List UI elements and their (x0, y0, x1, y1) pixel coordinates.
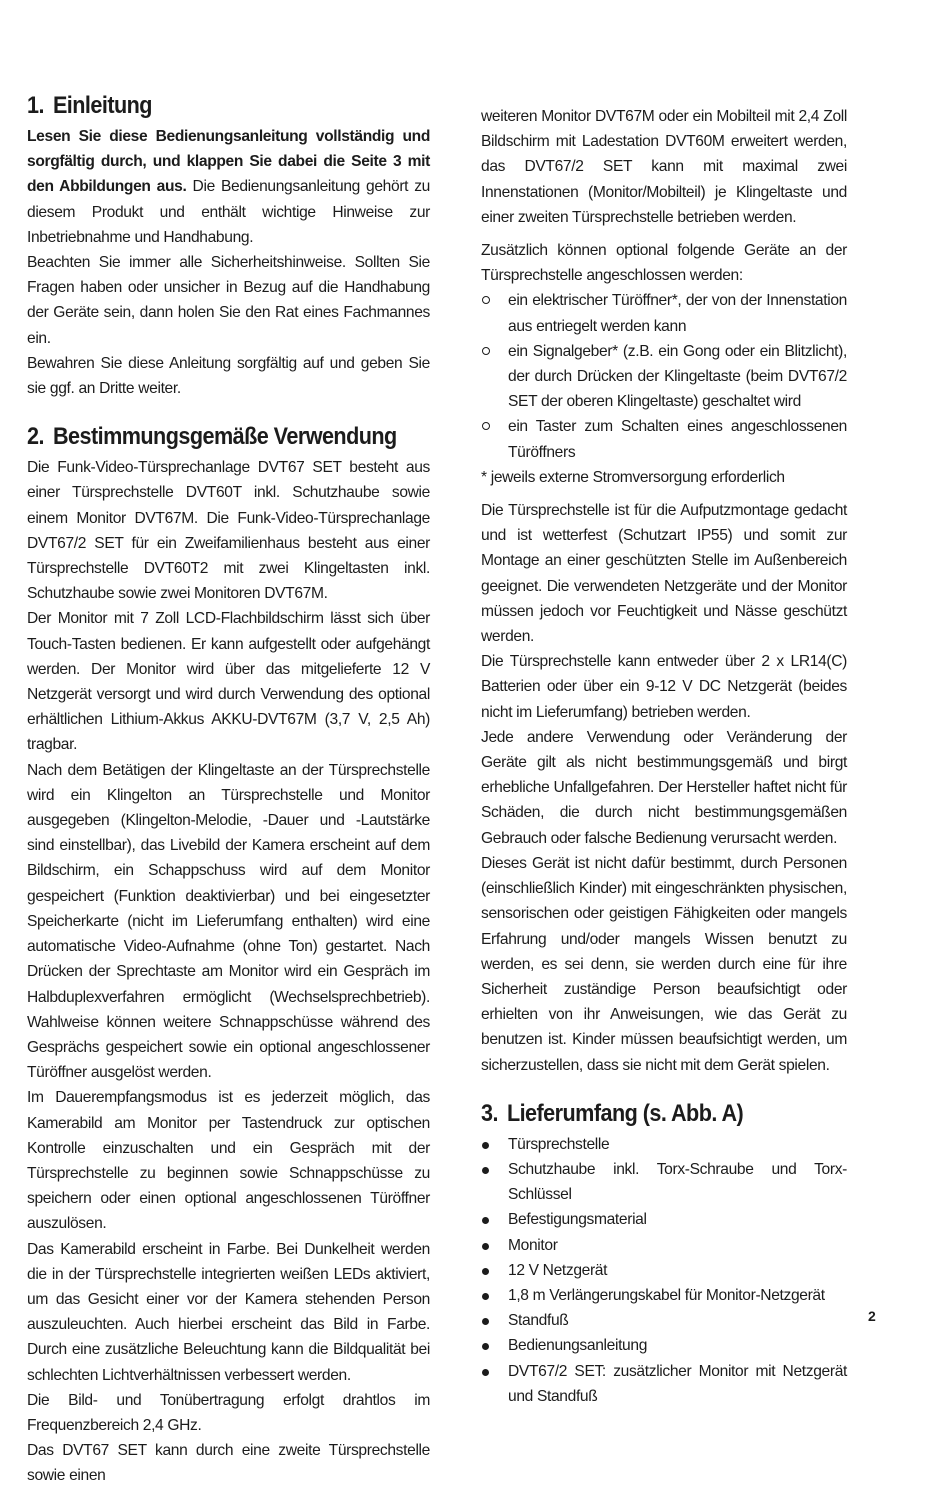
left-column (27, 92, 430, 1503)
list-item: 12 V Netzgerät (481, 1258, 847, 1283)
options-intro: Zusätzlich können optional folgende Geräte an der Türsprechstelle angeschlossen werden: (481, 242, 847, 285)
section-lieferumfang (481, 1100, 847, 1409)
paragraph: Beachten Sie immer alle Sicherheitshinweise. Sollten Sie Fragen haben oder unsicher in Bezug auf die Handhabung der Geräte sein, dann holen Sie den Rat eines Fachmannes ein. (27, 254, 430, 347)
paragraph: Die Türsprechstelle ist für die Aufputzmontage gedacht und ist wetterfest (Schutzart IP55) und somit zur Montage an einer geschützten Stelle im Außenbereich geeignet. Die verwendeten Netzgeräte und der Monitor müssen jedoch vor Feuchtigkeit und Nässe geschützt werden. (481, 502, 847, 646)
paragraph: Nach dem Betätigen der Klingeltaste an der Türsprechstelle wird ein Klingelton an Türsprechstelle und Monitor ausgegeben (Klingelton-Melodie, -Dauer und -Lautstärke sind einstellbar), das Livebild der Kamera erscheint auf dem Bildschirm, ein Schappschuss wird auf dem Monitor gespeichert (Funktion deaktivierbar) und bei eingesetzter Speicherkarte (nicht im Lieferumfang enthalten) wird eine automatische Video-Aufnahme (ohne Ton) gestartet. Nach Drücken der Sprechtaste am Monitor wird ein Gespräch im Halbduplexverfahren ermöglicht (Wechselsprechbetrieb). Wahlweise können weitere Schnappschüsse während des Gesprächs gespeichert sowie ein optional angeschlossener Türöffner ausgelöst werden. (27, 761, 430, 1082)
paragraph: Dieses Gerät ist nicht dafür bestimmt, durch Personen (einschließlich Kinder) mit eingeschränkten physischen, sensorischen oder geistigen Fähigkeiten oder mangels Erfahrung und/oder mangels Wissen benutzt zu werden, es sei denn, sie werden durch eine für ihre Sicherheit zuständige Person beaufsichtigt oder erhielten von ihr Anweisungen, wie das Gerät zu benutzen ist. Kinder müssen beaufsichtigt werden, um sicherzustellen, dass sie nicht mit dem Gerät spielen. (481, 854, 847, 1074)
paragraph: Die Funk-Video-Türsprechanlage DVT67 SET besteht aus einer Türsprechstelle DVT60T inkl. Schutzhaube sowie einem Monitor DVT67M. Die Funk-Video-Türsprechanlage DVT67/2 SET für ein Zweifamilienhaus besteht aus einer Türsprechstelle DVT60T2 mit zwei Klingeltasten inkl. Schutzhaube sowie zwei Monitoren DVT67M. (27, 459, 430, 603)
section-title: Einleitung (52, 92, 152, 119)
spacer (27, 415, 430, 423)
list-item: Standfuß (481, 1308, 847, 1333)
section-number: 3. (481, 1099, 498, 1127)
paragraph: Die Türsprechstelle kann entweder über 2 x LR14(C) Batterien oder über ein 9-12 V DC Netzgerät (beides nicht im Lieferumfang) betrieben werden. (481, 653, 847, 721)
paragraph-continued: weiteren Monitor DVT67M oder ein Mobilteil mit 2,4 Zoll Bildschirm mit Ladestation DVT60M erweitert werden, das DVT67/2 SET kann mit maximal zwei Innenstationen (Monitor/Mobilteil) je Klingeltaste und einer zweiten Türsprechstelle betrieben werden. (481, 108, 847, 226)
intro-paragraph (27, 124, 430, 250)
section-number: 1. (27, 92, 44, 119)
section-heading (481, 1100, 810, 1128)
right-column (481, 104, 847, 1423)
paragraph: Im Dauerempfangsmodus ist es jederzeit möglich, das Kamerabild am Monitor per Tastendruck zur optischen Kontrolle einzuschalten und ein Gespräch mit der Türsprechstelle zu beginnen sowie Schnappschüsse zu speichern oder einen optional angeschlossenen Türöffner auszulösen. (27, 1089, 430, 1233)
spacer (481, 230, 847, 238)
list-item: ein elektrischer Türöffner*, der von der Innenstation aus entriegelt werden kann (481, 288, 847, 338)
paragraph: Bewahren Sie diese Anleitung sorgfältig auf und geben Sie sie ggf. an Dritte weiter. (27, 354, 430, 398)
list-item: ein Signalgeber* (z.B. ein Gong oder ein Blitzlicht), der durch Drücken der Klingeltaste (beim DVT67/2 SET der oberen Klingeltaste) geschaltet wird (481, 339, 847, 415)
section-number: 2. (27, 423, 44, 451)
intro-text: Die Bedienungsanleitung gehört zu diesem Produkt und enthält wichtige Hinweise zur Inbetriebnahme und Handhabung. (27, 178, 430, 246)
intro-bold-text: Lesen Sie diese Bedienungsanleitung vollständig und sorgfältig durch, und klappen Sie dabei die Seite 3 mit den Abbildungen aus. (27, 128, 430, 196)
footnote: * jeweils externe Stromversorgung erforderlich (481, 468, 785, 486)
section-heading (27, 423, 397, 451)
page-number: 2 (868, 1308, 876, 1324)
list-item: Schutzhaube inkl. Torx-Schraube und Torx-Schlüssel (481, 1157, 847, 1207)
list-item: Türsprechstelle (481, 1132, 847, 1157)
paragraph: Die Bild- und Tonübertragung erfolgt drahtlos im Frequenzbereich 2,4 GHz. (27, 1391, 430, 1434)
paragraph: Jede andere Verwendung oder Veränderung der Geräte gilt als nicht bestimmungsgemäß und birgt erhebliche Unfallgefahren. Der Hersteller haftet nicht für Schäden, die durch nicht bestimmungsgemäßen Gebrauch oder falsche Bedienung verursacht werden. (481, 728, 847, 847)
section-verwendung (27, 423, 430, 1488)
spacer (481, 1078, 847, 1100)
spacer (481, 490, 847, 498)
section-heading (27, 92, 390, 120)
delivery-list (481, 1132, 847, 1409)
section-title: Bestimmungsgemäße Verwendung (52, 423, 397, 451)
section-einleitung (27, 92, 430, 401)
list-item: Monitor (481, 1233, 847, 1258)
paragraph: Das Kamerabild erscheint in Farbe. Bei Dunkelheit werden die in der Türsprechstelle integrierten weißen LEDs aktiviert, um das Gesicht einer vor der Kamera stehenden Person auszuleuchten. Auch hierbei erscheint das Bild in Farbe. Durch eine zusätzliche Beleuchtung kann die Bildqualität bei schlechten Lichtverhältnissen verbessert werden. (27, 1240, 430, 1384)
list-item: 1,8 m Verlängerungskabel für Monitor-Netzgerät (481, 1283, 847, 1308)
section-title: Lieferumfang (s. Abb. A) (506, 1099, 744, 1127)
paragraph: Der Monitor mit 7 Zoll LCD-Flachbildschirm lässt sich über Touch-Tasten bedienen. Er kann aufgestellt oder aufgehängt werden. Der Monitor wird über das mitgelieferte 12 V Netzgerät versorgt und wird durch Verwendung des optional erhältlichen Lithium-Akkus AKKU-DVT67M (3,7 V, 2,5 Ah) tragbar. (27, 610, 430, 754)
list-item: Bedienungsanleitung (481, 1333, 847, 1358)
list-item: DVT67/2 SET: zusätzlicher Monitor mit Netzgerät und Standfuß (481, 1359, 847, 1409)
list-item: ein Taster zum Schalten eines angeschlossenen Türöffners (481, 414, 847, 464)
options-list (481, 288, 847, 464)
list-item: Befestigungsmaterial (481, 1207, 847, 1232)
paragraph-continues: Das DVT67 SET kann durch eine zweite Türsprechstelle sowie einen (27, 1442, 430, 1485)
